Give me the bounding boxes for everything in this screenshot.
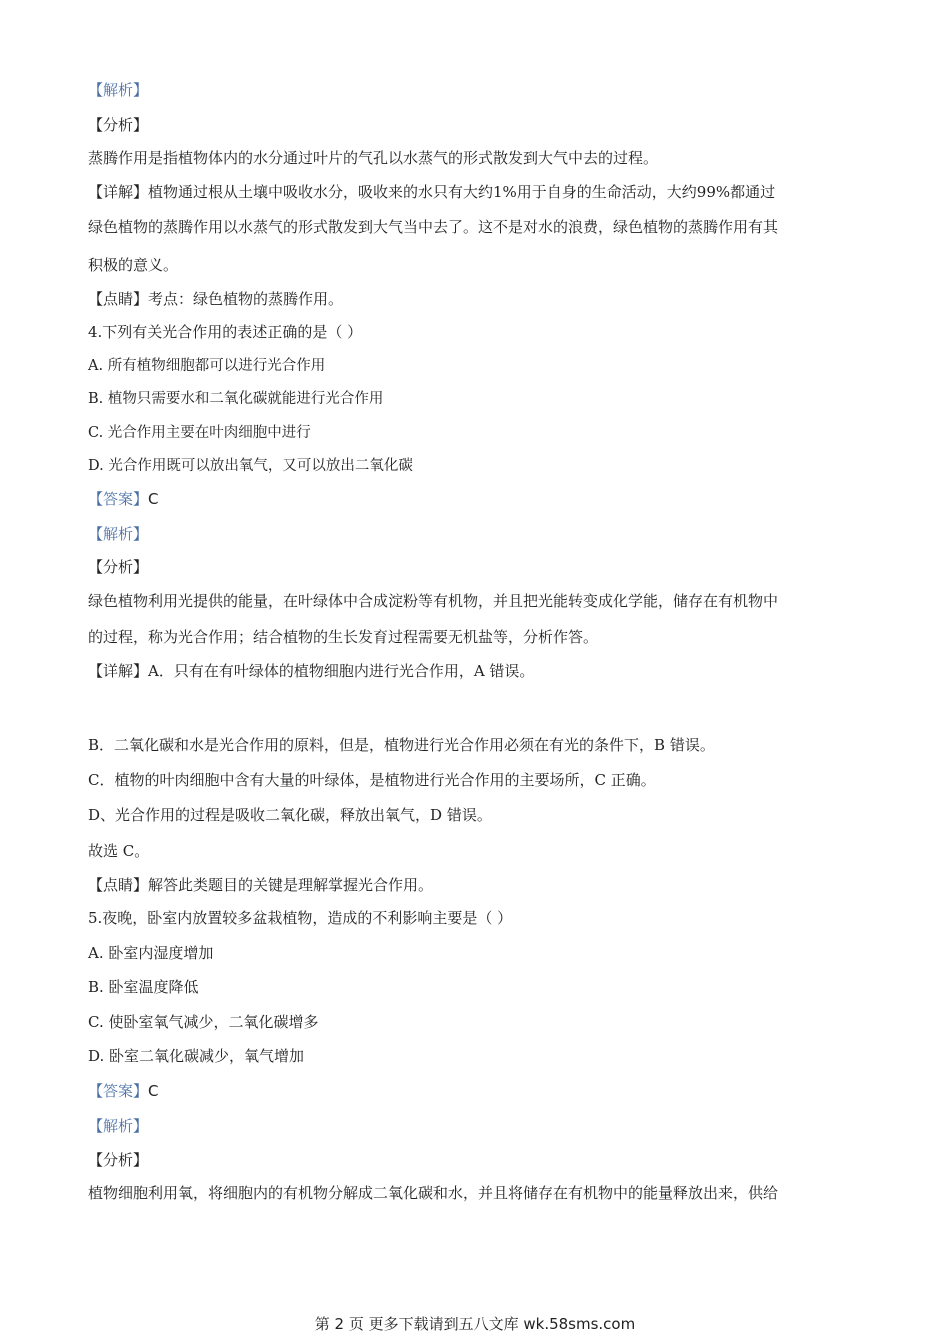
answer-line: [88, 489, 159, 509]
option-a: A. 所有植物细胞都可以进行光合作用: [88, 358, 326, 374]
answer-value: C: [148, 490, 159, 508]
fenxi-heading: 【分析】: [88, 1151, 149, 1169]
paragraph-line: 植物细胞利用氧，将细胞内的有机物分解成二氧化碳和水，并且将储存在有机物中的能量释放出来，供给: [88, 1184, 779, 1202]
conclusion-line: 故选 C。: [88, 842, 150, 860]
answer-label: 【答案】: [88, 490, 149, 508]
option-a: A. 卧室内湿度增加: [88, 944, 214, 962]
fenxi-heading: 【分析】: [88, 116, 149, 134]
paragraph-line: 的过程，称为光合作用；结合植物的生长发育过程需要无机盐等，分析作答。: [88, 628, 599, 646]
analysis-heading: 【解析】: [88, 81, 149, 99]
page-footer: 第 2 页 更多下载请到五八文库 wk.58sms.com: [314, 1315, 636, 1333]
paragraph-line: 绿色植物利用光提供的能量，在叶绿体中合成淀粉等有机物，并且把光能转变成化学能，储存在有机物中: [88, 592, 779, 610]
option-b: B. 卧室温度降低: [88, 978, 199, 996]
paragraph-line: 【详解】植物通过根从土壤中吸收水分，吸收来的水只有大约1%用于自身的生命活动，大约99%都通过: [88, 183, 776, 201]
answer-label: 【答案】: [88, 1082, 149, 1100]
detail-line: C．植物的叶肉细胞中含有大量的叶绿体，是植物进行光合作用的主要场所，C 正确。: [88, 771, 656, 789]
paragraph-line: 积极的意义。: [88, 256, 179, 274]
option-c: C. 光合作用主要在叶肉细胞中进行: [88, 425, 311, 441]
detail-line: B．二氧化碳和水是光合作用的原料，但是，植物进行光合作用必须在有光的条件下，B 错误。: [88, 736, 715, 754]
question-5: 5.夜晚，卧室内放置较多盆栽植物，造成的不利影响主要是（ ）: [88, 909, 513, 927]
dianjing-line: 【点睛】解答此类题目的关键是理解掌握光合作用。: [88, 876, 434, 894]
option-d: D. 卧室二氧化碳减少，氧气增加: [88, 1047, 305, 1065]
question-4: 4.下列有关光合作用的表述正确的是（ ）: [88, 323, 363, 341]
answer-value: C: [148, 1082, 159, 1100]
detail-line: D、光合作用的过程是吸收二氧化碳，释放出氧气，D 错误。: [88, 806, 492, 824]
paragraph-line: 绿色植物的蒸腾作用以水蒸气的形式散发到大气当中去了。这不是对水的浪费，绿色植物的蒸腾作用有其: [88, 218, 779, 236]
answer-line: [88, 1081, 159, 1101]
fenxi-heading: 【分析】: [88, 558, 149, 576]
option-d: D. 光合作用既可以放出氧气，又可以放出二氧化碳: [88, 458, 413, 474]
option-c: C. 使卧室氧气减少，二氧化碳增多: [88, 1013, 319, 1031]
option-b: B. 植物只需要水和二氧化碳就能进行光合作用: [88, 391, 384, 407]
analysis-heading: 【解析】: [88, 1117, 149, 1135]
dianjing-line: 【点睛】考点：绿色植物的蒸腾作用。: [88, 290, 344, 308]
paragraph-line: 蒸腾作用是指植物体内的水分通过叶片的气孔以水蒸气的形式散发到大气中去的过程。: [88, 149, 659, 167]
analysis-heading: 【解析】: [88, 525, 149, 543]
detail-line: 【详解】A．只有在有叶绿体的植物细胞内进行光合作用，A 错误。: [88, 662, 535, 680]
